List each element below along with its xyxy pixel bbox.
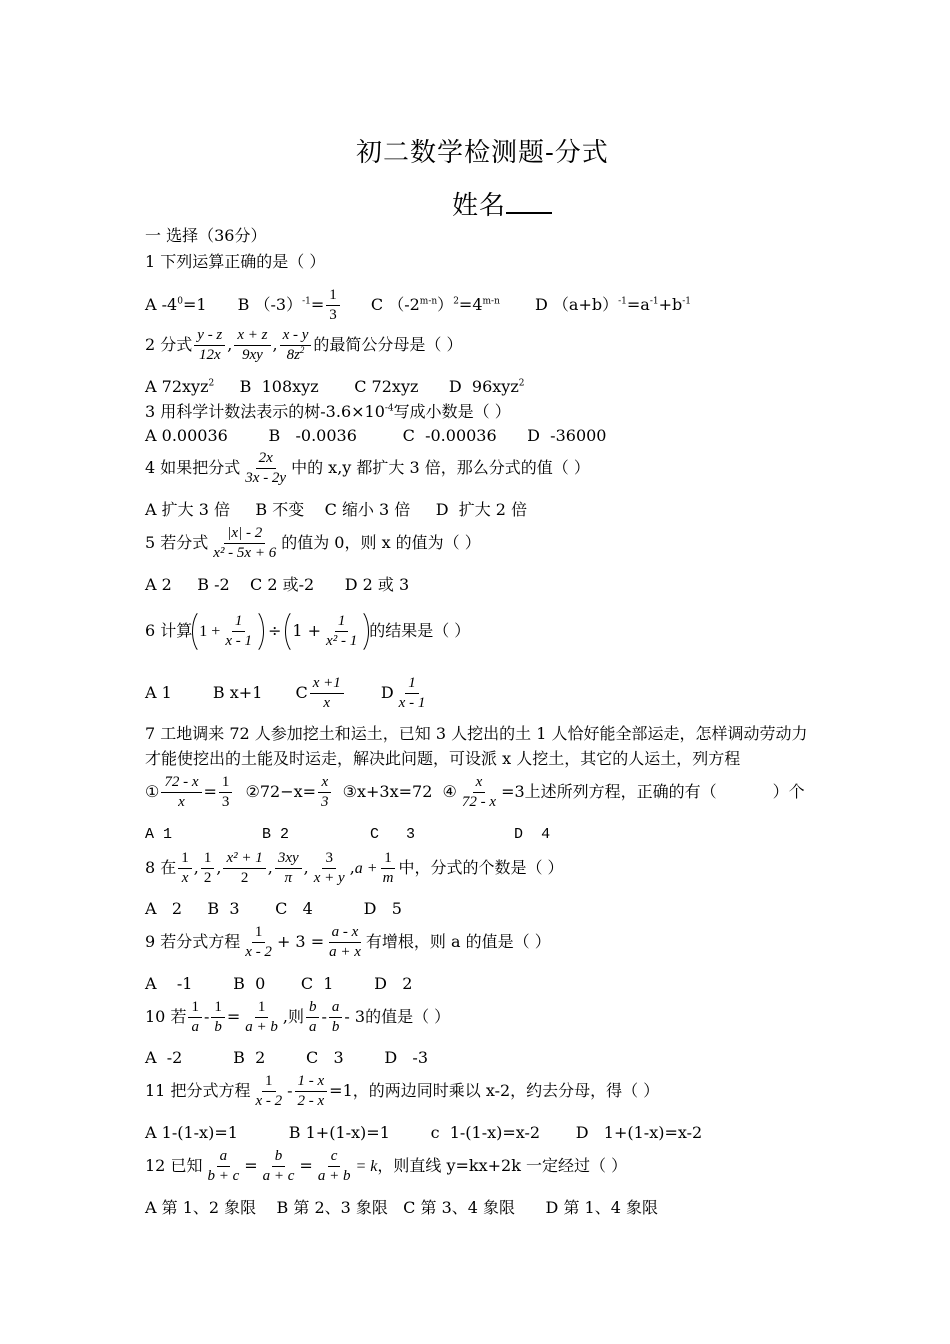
q7-line-1: 7 工地调来 72 人参加挖土和运土，已知 3 人挖出的土 1 人恰好能全部运走，怎样调动劳动力: [145, 724, 808, 743]
q12-a-den: b + c: [207, 1168, 240, 1184]
q6-frac-1: [222, 613, 255, 650]
q1-b-den: 3: [329, 307, 337, 323]
q7-suffix: 上述所列方程，正确的有（ ）个: [524, 782, 805, 801]
q8-a-num: 1: [178, 850, 192, 869]
q1-option-a: A -4: [145, 295, 178, 314]
q8-d-den: π: [284, 870, 293, 886]
q10-minus-2: -: [321, 1007, 327, 1026]
q1-d-exp3: -1: [682, 296, 692, 307]
q9-stem: [145, 924, 551, 961]
q5-suffix: 的值为 0，则 x 的值为（ ）: [281, 533, 481, 552]
q11-prefix: 11 把分式方程: [145, 1081, 251, 1100]
q2-f1-den: 12x: [198, 347, 221, 363]
q12-stem: 12 已知 $\frac{a}{b + c}$ = $\frac{b}{a + c}$ = $\frac{c}{a + b}$ = k，则直线 y=kx+2k 一定经过（ ）: [145, 1148, 628, 1184]
q4-stem: [145, 450, 590, 487]
q5-num: |x| - 2: [224, 525, 265, 544]
q10-a-num: 1: [188, 999, 202, 1018]
q4-prefix: 4 如果把分式: [145, 458, 241, 477]
q10-options: A -2 B 2 C 3 D -3: [145, 1048, 429, 1067]
q12-frac-c: [315, 1148, 354, 1185]
q10-c-den: a + b: [245, 1019, 278, 1035]
q6-c-fraction: [310, 675, 344, 712]
q10-frac-b: [211, 999, 225, 1036]
q7-e4-den: 72 - x: [461, 794, 497, 810]
q1-c-exp3: m-n: [482, 296, 500, 307]
q12-frac-a: [204, 1148, 242, 1185]
q6-f1-num: 1: [232, 613, 246, 632]
q8-frac-f: [380, 850, 397, 887]
q11-eq: =1: [329, 1081, 353, 1100]
q11-f-num: 1: [262, 1073, 276, 1092]
q1-c-mid: ）: [437, 295, 454, 314]
q2-opts-a: A 72xyz: [145, 377, 209, 396]
q1-option-d: D （a+b）: [534, 295, 619, 314]
q5-den: x² - 5x + 6: [213, 545, 277, 561]
q7-c3: ③x+3x=72 ④: [342, 782, 457, 801]
q3-options: A 0.00036 B -0.0036 C -0.00036 D -36000: [145, 426, 607, 445]
q8-frac-d: [275, 850, 302, 887]
q10-c-num: 1: [255, 999, 269, 1018]
q1-a-rest: =1: [182, 295, 207, 314]
q12-frac-b: [260, 1148, 298, 1185]
q2-f3-num: x - y: [280, 327, 312, 346]
q8-f-den: m: [382, 870, 394, 886]
q8-suffix: 中，分式的个数是（ ）: [398, 858, 564, 877]
q8-e-num: 3: [322, 850, 336, 869]
q9-left-num: 1: [252, 924, 266, 943]
q1-a-exp: 0: [177, 296, 183, 307]
q1-d-exp: -1: [618, 296, 627, 307]
q2-f1-num: y - z: [194, 327, 225, 346]
q6-p2: 1 +: [292, 621, 322, 640]
q9-right-den: a + x: [329, 944, 361, 960]
q12-prefix: 12 已知: [145, 1156, 203, 1175]
q10-frac-d: [306, 999, 320, 1036]
q5-stem: [145, 525, 481, 562]
q6-f2-num: 1: [335, 613, 349, 632]
q11-minus: -: [287, 1081, 293, 1100]
q2-f2-num: x + z: [234, 327, 270, 346]
q7-e1-num: 72 - x: [161, 774, 201, 793]
q1-b-exp: -1: [302, 296, 311, 307]
q6-p1: 1 +: [199, 623, 221, 640]
q10-e-num: a: [329, 999, 343, 1018]
q11-f-den: x - 2: [255, 1093, 283, 1109]
q8-stem: 8 在 $\frac{1}{x}$ , $\frac{1}{2}$ , $\frac{\text{x² + 1}}{2}$ , $\frac{3xy}{\pi}$ , $\frac{3}{x + y}$ ,a + $\frac{1}{m}$ 中，分式的个数是（ ）: [145, 850, 564, 886]
q10-minus: -: [203, 1007, 210, 1026]
q10-frac-a: [188, 999, 202, 1036]
q2-options: [145, 377, 525, 397]
q7-e2-frac: [318, 774, 332, 811]
q6-prefix: 6 计算: [145, 621, 193, 640]
q5-fraction: [210, 525, 279, 562]
q8-prefix: 8 在: [145, 858, 177, 877]
q6-d-den: x - 1: [398, 695, 426, 711]
q7-e1-frac: [161, 774, 201, 811]
q9-mid: + 3 =: [276, 932, 325, 951]
q10-prefix: 10 若: [145, 1007, 187, 1026]
q1-b-num: 1: [326, 287, 340, 306]
q10-frac-e: [329, 999, 343, 1036]
q3-stem-rest: 写成小数是（ ）: [393, 402, 511, 421]
q8-frac-b: [201, 850, 215, 887]
q1-d-mid: =a: [626, 295, 650, 314]
section-heading: 一 选择（36分）: [145, 226, 267, 245]
q6-paren-2: [285, 608, 369, 655]
q11-suffix: ，的两边同时乘以 x-2，约去分母，得（ ）: [352, 1081, 660, 1100]
q6-f1-den: x - 1: [225, 633, 252, 649]
q6-option-c: C: [295, 683, 308, 702]
q6-divide: ÷: [267, 621, 282, 640]
q12-b-den: a + c: [262, 1168, 295, 1184]
q12-c-den: a + b: [317, 1168, 351, 1184]
q6-d-num: 1: [405, 675, 419, 694]
q2-frac-3: [280, 327, 312, 364]
q6-options: [145, 675, 430, 712]
q2-prefix: 2 分式: [145, 335, 193, 354]
q8-e-den: x + y: [313, 870, 345, 886]
q6-f2-den: x² - 1: [326, 633, 358, 649]
q3-stem: [145, 402, 511, 422]
q1-option-b: B （-3）: [237, 295, 303, 314]
q6-stem: [145, 608, 470, 655]
q11-g-den: 2 - x: [297, 1093, 325, 1109]
q6-option-b: B x+1: [212, 683, 263, 702]
q11-g-num: 1 - x: [295, 1073, 328, 1092]
q6-paren-1: [192, 608, 264, 655]
name-label: 姓名: [452, 191, 507, 221]
q7-e2-num: x: [318, 774, 331, 793]
q3-stem-exp: -4: [384, 403, 394, 414]
q11-frac-2: [295, 1073, 328, 1110]
q6-option-a: A 1: [145, 683, 172, 702]
q8-b-num: 1: [201, 850, 215, 869]
q2-opts-exp: 2: [208, 378, 215, 389]
q7-equations: [145, 774, 805, 811]
q1-option-c: C （-2: [370, 295, 420, 314]
q7-e2-den: 3: [321, 794, 329, 810]
q7-e1-eq: =: [203, 782, 217, 801]
q7-line-2: 才能使挖出的土能及时运走，解决此问题，可设派 x 人挖土，其它的人运土，列方程: [145, 749, 741, 768]
q1-c-exp2: 2: [453, 296, 459, 307]
q12-a-num: a: [217, 1148, 231, 1167]
q6-c-den: x: [323, 695, 331, 711]
q1-c-rest: =4: [458, 295, 483, 314]
q11-frac-1: [252, 1073, 285, 1110]
q3-stem-text: 3 用科学计数法表示的树-3.6×10: [145, 402, 385, 421]
q12-c-num: c: [328, 1148, 341, 1167]
q9-frac-left: [242, 924, 275, 961]
q7-e4-num: x: [473, 774, 486, 793]
q4-fraction: [242, 450, 289, 487]
q10-b-num: 1: [211, 999, 225, 1018]
q1-d-mid2: +b: [658, 295, 683, 314]
q10-e-den: b: [331, 1019, 340, 1035]
q4-num: 2x: [256, 450, 276, 469]
q11-options: A 1-(1-x)=1 B 1+(1-x)=1 c 1-(1-x)=x-2 D 1+(1-x)=x-2: [145, 1123, 703, 1142]
q6-d-fraction: [396, 675, 429, 712]
q10-tail: - 3: [344, 1007, 366, 1026]
q8-c-num: x² + 1: [223, 850, 265, 869]
q6-c-num: x +1: [310, 675, 344, 694]
q8-a-den: x: [181, 870, 189, 886]
q1-d-exp2: -1: [649, 296, 659, 307]
q12-b-num: b: [272, 1148, 286, 1167]
q8-f-num: 1: [381, 850, 395, 869]
q10-then: ,则: [282, 1007, 304, 1026]
page-title: 初二数学检测题-分式: [356, 138, 609, 168]
q4-suffix: 中的 x,y 都扩大 3 倍，那么分式的值（ ）: [291, 458, 590, 477]
q12-eqk: = k: [355, 1158, 378, 1175]
q7-e1-rnum: 1: [219, 774, 233, 793]
q2-frac-1: [194, 327, 225, 364]
q6-suffix: 的结果是（ ）: [369, 621, 471, 640]
q10-suffix: 的值是（ ）: [365, 1007, 451, 1026]
q10-d-num: b: [306, 999, 320, 1018]
q8-c-den: 2: [240, 870, 249, 886]
q2-suffix: 的最简公分母是（ ）: [313, 335, 463, 354]
q8-d-num: 3xy: [275, 850, 302, 869]
q8-frac-a: [178, 850, 192, 887]
q6-option-d: D: [380, 683, 394, 702]
q10-d-den: a: [308, 1019, 317, 1035]
q12-suffix: ，则直线 y=kx+2k 一定经过（ ）: [377, 1156, 628, 1175]
q2-stem: 2 分式 $\frac{y - z}{12x}$ , $\frac{x + z}{9xy}$ , $\frac{x - y}{8z^2}$ 的最简公分母是（ ）: [145, 327, 463, 363]
q10-stem: [145, 999, 450, 1036]
q2-f2-den: 9xy: [242, 347, 263, 363]
q1-options: [145, 287, 691, 324]
q9-suffix: 有增根，则 a 的值是（ ）: [365, 932, 551, 951]
q2-opts-rest: B 108xyz C 72xyz D 96xyz: [214, 377, 519, 396]
q7-e1-rhs: [219, 774, 233, 811]
q9-left-den: x - 2: [245, 944, 272, 960]
q10-eq: =: [226, 1007, 241, 1026]
q1-stem: 1 下列运算正确的是（ ）: [145, 252, 326, 271]
q9-right-num: a - x: [329, 924, 362, 943]
q4-den: 3x - 2y: [245, 470, 287, 486]
q10-frac-c: [242, 999, 281, 1036]
q10-a-den: a: [191, 1019, 199, 1035]
q8-frac-e: [311, 850, 348, 887]
q12-options: A 第 1、2 象限 B 第 2、3 象限 C 第 3、4 象限 D 第 1、4 象限: [145, 1198, 658, 1217]
q8-f-pre: a +: [354, 860, 378, 877]
q1-b-fraction: [326, 287, 340, 324]
q2-f3-den: 8z: [286, 347, 300, 363]
q7-c1: ①: [145, 782, 160, 801]
q4-options: A 扩大 3 倍 B 不变 C 缩小 3 倍 D 扩大 2 倍: [145, 500, 528, 519]
q9-options: A -1 B 0 C 1 D 2: [145, 974, 413, 993]
q2-opts-exp2: 2: [518, 378, 525, 389]
q2-f3-den-exp: 2: [299, 345, 305, 355]
q8-options: A 2 B 3 C 4 D 5: [145, 899, 402, 918]
q7-options: A 1 B 2 C 3 D 4: [145, 826, 551, 843]
q5-prefix: 5 若分式: [145, 533, 209, 552]
q10-b-den: b: [214, 1019, 222, 1035]
q1-b-rest: =: [310, 295, 325, 314]
q8-b-den: 2: [203, 870, 212, 886]
q5-options: A 2 B -2 C 2 或-2 D 2 或 3: [145, 575, 410, 594]
q6-frac-2: [323, 613, 360, 650]
q1-c-exp1: m-n: [419, 296, 438, 307]
q8-frac-c: [223, 850, 265, 887]
q7-e4-frac: [459, 774, 499, 811]
name-field: [452, 185, 552, 222]
q9-frac-right: [326, 924, 364, 961]
q7-c2: ②72−x=: [245, 782, 317, 801]
q2-frac-2: [234, 327, 270, 364]
q11-stem: [145, 1073, 659, 1110]
q7-e4-eq: =3: [501, 782, 525, 801]
q7-e1-rden: 3: [221, 794, 230, 810]
name-blank: [506, 192, 552, 214]
q7-e1-den: x: [178, 794, 185, 810]
q9-prefix: 9 若分式方程: [145, 932, 241, 951]
